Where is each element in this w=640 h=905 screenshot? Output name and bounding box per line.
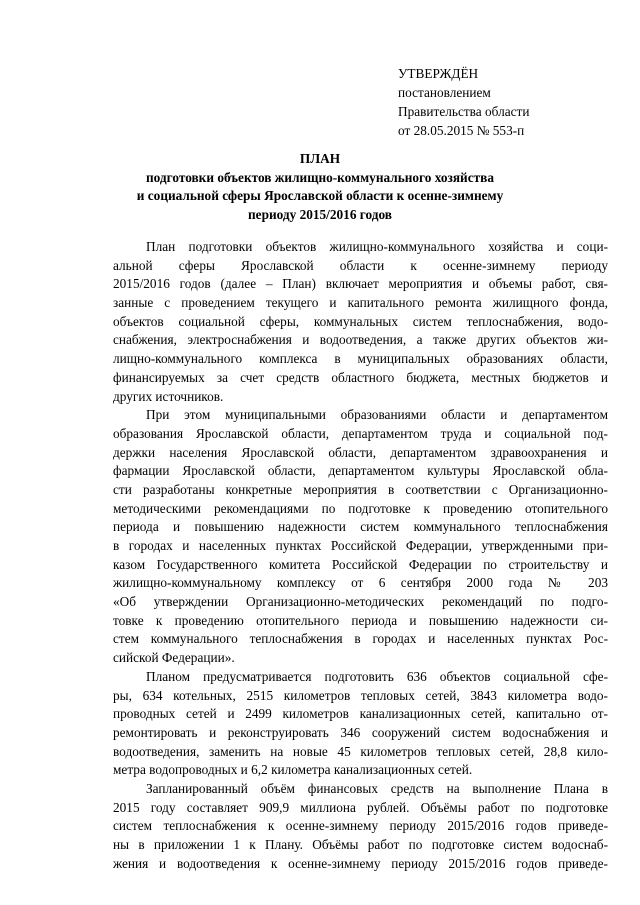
title-subtitle-line-3: периоду 2015/2016 годов	[248, 206, 392, 222]
paragraph-line: сийской Федерации».	[113, 650, 235, 666]
paragraph	[113, 668, 608, 780]
paragraph-line: ны в приложении 1 к Плану. Объёмы работ по подготовке систем водоснаб-	[113, 837, 608, 852]
paragraph-line: лищно-коммунального комплекса в муниципальных образованиях области,	[113, 351, 608, 367]
paragraph-line: жилищно-коммунальному комплексу от 6 сентября 2000 года № 203	[113, 575, 608, 591]
paragraph-line: объектов социальной сферы, коммунальных систем теплоснабжения, водо-	[113, 313, 608, 329]
paragraph-line: образования Ярославской области, департаментом труда и социальной под-	[113, 425, 608, 441]
title-subtitle-line-1: подготовки объектов жилищно-коммунального хозяйства	[146, 169, 494, 185]
paragraph-line: систем теплоснабжения к осенне-зимнему периоду 2015/2016 годов приведе-	[113, 818, 608, 834]
paragraph-line: снабжения, электроснабжения и водоотведения, а также других объектов жи-	[113, 332, 608, 348]
document-title	[100, 150, 540, 224]
title-subtitle-line-2: и социальной сферы Ярославской области к осенне-зимнему	[136, 188, 504, 203]
paragraph-line: сти разработаны конкретные мероприятия в соответствии с Организационно-	[113, 481, 608, 497]
paragraph-line: стем коммунального теплоснабжения в городах и населенных пунктах Рос-	[113, 631, 608, 647]
paragraph-line: метра водопроводных и 6,2 километра канализационных сетей.	[113, 762, 473, 778]
paragraph-line: товке к проведению отопительного периода и повышению надежности си-	[113, 612, 608, 628]
paragraph-line: При этом муниципальными образованиями области и департаментом	[146, 407, 608, 423]
title-heading: ПЛАН	[299, 151, 341, 166]
paragraph	[113, 238, 608, 406]
approval-line-date-number: от 28.05.2015 № 553-п	[398, 123, 525, 138]
approval-stamp	[398, 64, 618, 140]
paragraph-line: Запланированный объём финансовых средств на выполнение Плана в	[146, 780, 608, 796]
paragraph-line: фармации Ярославской области, департаментом культуры Ярославской обла-	[113, 463, 608, 479]
paragraph-line: держки населения Ярославской области, департаментом здравоохранения и	[113, 444, 608, 460]
paragraph-line: периода и повышению надежности систем коммунального теплоснабжения	[113, 519, 608, 535]
paragraph-line: ры, 634 котельных, 2515 километров тепловых сетей, 3843 километра водо-	[113, 687, 608, 703]
paragraph-line: Планом предусматривается подготовить 636 объектов социальной сфе-	[146, 668, 608, 684]
paragraph-line: казом Государственного комитета Российской Федерации по строительству и	[113, 556, 608, 572]
approval-line-resolution: постановлением	[398, 85, 491, 100]
paragraph-line: других источников.	[113, 388, 224, 404]
paragraph	[113, 406, 608, 668]
paragraph-line: ремонтировать и реконструировать 346 сооружений систем водоснабжения и	[113, 724, 608, 740]
paragraph-line: 2015 году составляет 909,9 миллиона рублей. Объёмы работ по подготовке	[113, 799, 608, 815]
paragraph-line: водоотведения, заменить на новые 45 километров тепловых сетей, 28,8 кило-	[113, 743, 608, 759]
paragraph-line: методическими рекомендациями по подготовке к проведению отопительного	[113, 500, 608, 516]
paragraph-line: альной сферы Ярославской области к осенне-зимнему периоду	[113, 257, 608, 273]
paragraph-line: в городах и населенных пунктах Российской Федерации, утвержденными при-	[113, 538, 608, 553]
approval-line-approved: УТВЕРЖДЁН	[398, 66, 479, 81]
paragraph-line: проводных сетей и 2499 километров канализационных сетей, капитально от-	[113, 706, 608, 722]
document-body	[113, 238, 608, 873]
paragraph-line: занные с проведением текущего и капитального ремонта жилищного фонда,	[113, 295, 608, 311]
approval-line-government: Правительства области	[398, 104, 530, 119]
paragraph-line: жения и водоотведения к осенне-зимнему периоду 2015/2016 годов приведе-	[113, 855, 608, 871]
paragraph-line: «Об утверждении Организационно-методических рекомендаций по подго-	[113, 594, 608, 610]
paragraph-line: План подготовки объектов жилищно-коммунального хозяйства и соци-	[146, 239, 608, 254]
paragraph	[113, 780, 608, 873]
paragraph-line: 2015/2016 годов (далее – План) включает мероприятия и объемы работ, свя-	[113, 276, 608, 292]
paragraph-line: финансируемых за счет средств областного бюджета, местных бюджетов и	[113, 369, 608, 385]
